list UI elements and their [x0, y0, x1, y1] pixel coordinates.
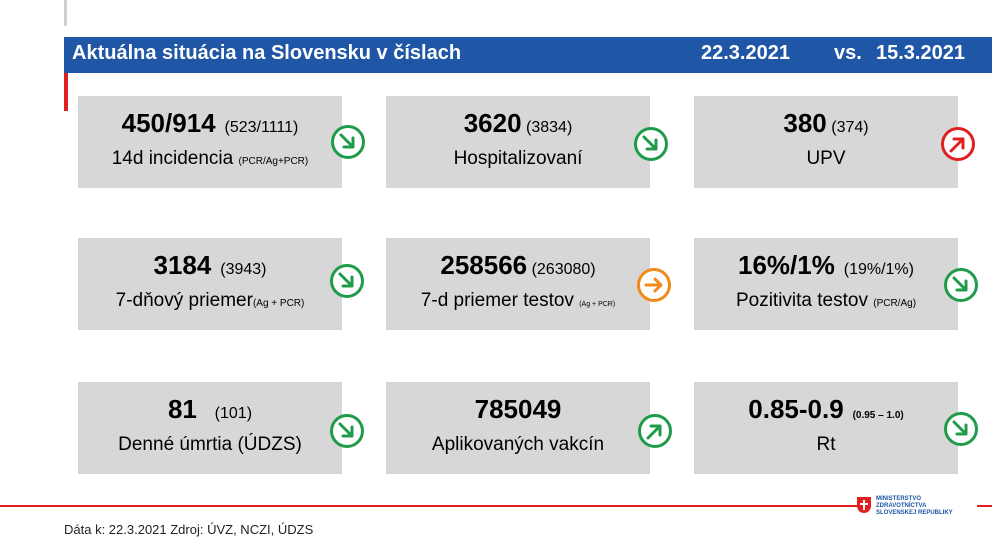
- card-value: 785049: [474, 394, 562, 424]
- arrow-right-icon: [637, 268, 671, 302]
- arrow-down-right-icon: [634, 127, 668, 161]
- card-label: Denné úmrtia (ÚDZS): [118, 434, 302, 455]
- versus-label: vs.: [834, 42, 862, 64]
- accent-mark: [64, 73, 68, 111]
- card-previous: (523/1111): [224, 119, 299, 136]
- arrow-up-right-icon: [941, 127, 975, 161]
- logo-line-3: SLOVENSKEJ REPUBLIKY: [876, 510, 953, 516]
- card-value: 16%/1%: [738, 250, 835, 280]
- arrow-down-right-icon: [331, 125, 365, 159]
- arrow-down-right-icon: [330, 264, 364, 298]
- card-rt: [694, 382, 958, 474]
- card-label: Hospitalizovaní: [453, 148, 583, 169]
- logo-line-2: ZDRAVOTNÍCTVA: [876, 503, 927, 509]
- card-upv: [694, 96, 958, 188]
- arrow-down-right-icon: [944, 268, 978, 302]
- card-label: Rt: [816, 434, 836, 455]
- card-7day-average: [78, 238, 342, 330]
- card-label: 7-dňový priemer: [115, 290, 253, 311]
- card-label: 7-d priemer testov: [420, 290, 574, 311]
- card-note: (PCR/Ag): [873, 298, 917, 309]
- data-source: Dáta k: 22.3.2021 Zdroj: ÚVZ, NCZI, ÚDZS: [64, 522, 314, 537]
- slovak-crest-icon: [857, 497, 871, 513]
- arrow-down-right-icon: [944, 412, 978, 446]
- card-positivity: [694, 238, 958, 330]
- card-vaccines: [386, 382, 650, 474]
- card-previous: (374): [831, 119, 869, 136]
- card-value: 450/914: [121, 108, 216, 138]
- card-label: 14d incidencia: [111, 148, 234, 169]
- logo-line-1: MINISTERSTVO: [876, 496, 922, 502]
- card-previous: (3834): [526, 119, 573, 136]
- arrow-up-right-icon: [638, 414, 672, 448]
- card-label: Pozitivita testov: [735, 290, 868, 311]
- top-divider: [64, 0, 67, 26]
- card-label: UPV: [806, 148, 846, 169]
- page-title: Aktuálna situácia na Slovensku v číslach: [72, 42, 462, 64]
- card-value: 0.85-0.9: [748, 394, 844, 424]
- ministry-logo: [857, 493, 977, 519]
- card-previous: (3943): [220, 261, 267, 278]
- previous-date: 15.3.2021: [876, 42, 965, 64]
- card-label: Aplikovaných vakcín: [431, 434, 605, 455]
- footer-divider: [0, 505, 992, 507]
- card-value: 258566: [440, 250, 528, 280]
- card-previous: (0.95 – 1.0): [852, 410, 904, 421]
- card-value: 3184: [153, 250, 212, 280]
- card-hospitalized: [386, 96, 650, 188]
- card-previous: (101): [214, 405, 253, 422]
- current-date: 22.3.2021: [701, 42, 790, 64]
- card-note: (PCR/Ag+PCR): [238, 156, 309, 167]
- card-previous: (263080): [531, 261, 596, 278]
- arrow-down-right-icon: [330, 414, 364, 448]
- card-deaths: [78, 382, 342, 474]
- card-note: (Ag + PCR): [579, 301, 616, 308]
- card-incidence: [78, 96, 342, 188]
- card-value: 81: [167, 394, 197, 424]
- card-previous: (19%/1%): [843, 261, 914, 278]
- card-note: (Ag + PCR): [252, 298, 305, 309]
- card-value: 3620: [463, 108, 522, 138]
- header-bar: [64, 37, 992, 73]
- card-tests-average: [386, 238, 650, 330]
- card-value: 380: [783, 108, 827, 138]
